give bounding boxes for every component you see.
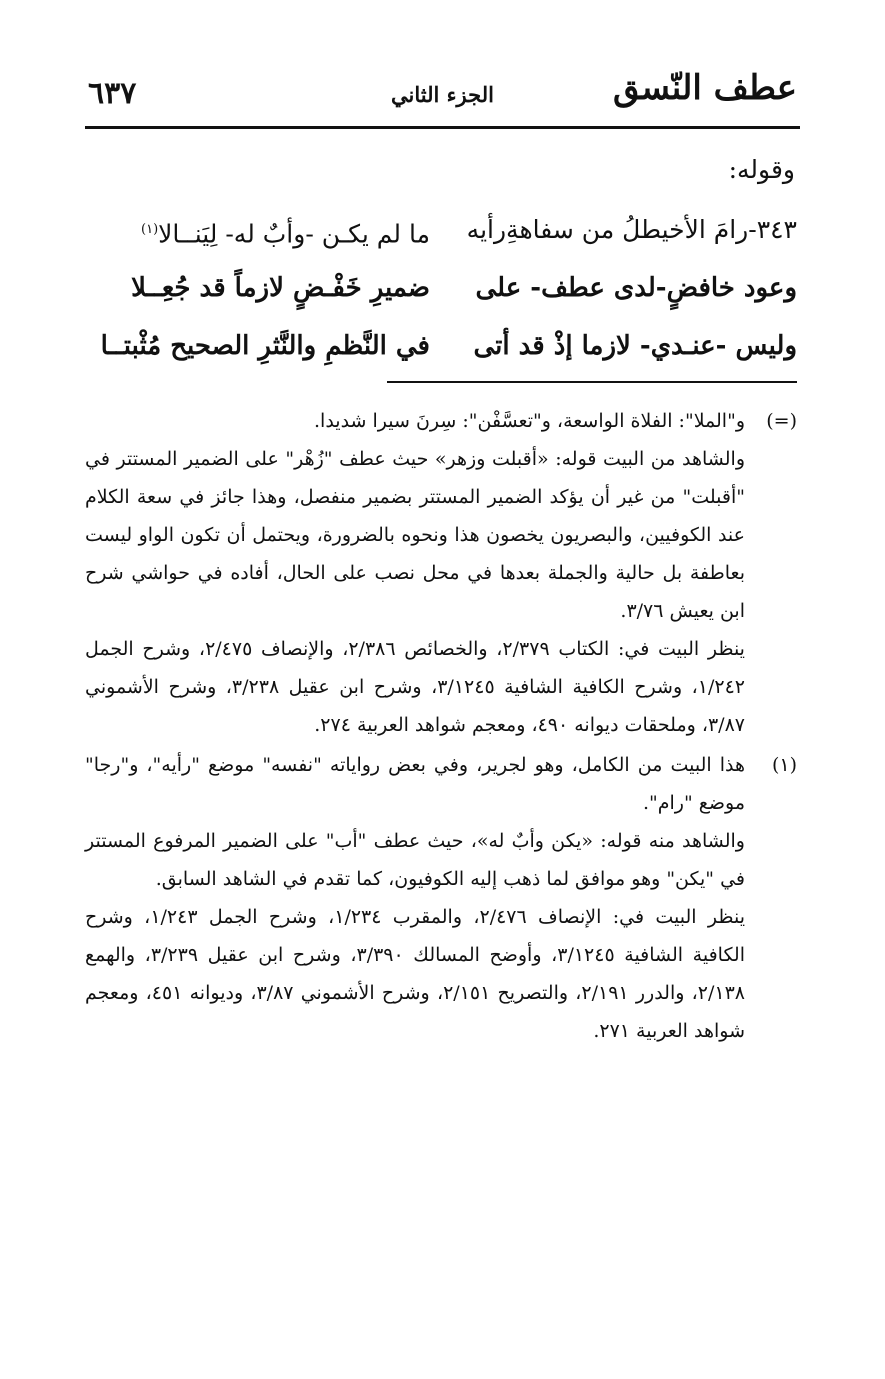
footnote [85,746,797,1050]
footnote-mark: (١) [771,754,797,776]
chapter-title: عطف النّسق [613,68,797,108]
running-header [88,62,797,122]
verse-first-hemistich: وليس -عنـدي- لازما إذْ قد أتى [473,331,797,361]
page-number: ٦٣٧ [88,76,137,111]
footnote-paragraph: ينظر البيت في: الكتاب ٢/٣٧٩، والخصائص ٢/٣٨٦، والإنصاف ٢/٤٧٥، وشرح الجمل ١/٢٤٢، وشرح الكافية الشافية ٣/١٢٤٥، وشرح ابن عقيل ٣/٢٣٨، وشرح الأشموني ٣/٨٧، وملحقات ديوانه ٤٩٠، ومعجم شواهد العربية ٢٧٤. [85,638,745,736]
verse-row [85,205,797,263]
verse-first-hemistich: وعود خافضٍ-لدى عطف- على [475,273,797,303]
footnote-paragraph: والشاهد من البيت قوله: «أقبلت وزهر» حيث عطف "زُهْر" على الضمير المستتر في "أقبلت" من غير أن يؤكد الضمير المستتر بضمير منفصل، وهذا جائز في سعة الكلام عند الكوفيين، والبصريون يخصون هذا ونحوه بالضرورة، ويحتمل أن تكون الواو ليست بعاطفة بل حالية والجملة بعدها في محل نصب على الحال، أفاده في حواشي شرح ابن يعيش ٣/٧٦. [85,448,746,622]
intro-text: وقوله: [728,155,795,184]
verse-second-hemistich [85,205,430,259]
verse-row [85,321,797,379]
part-title: الجزء الثاني [391,82,494,107]
footnote-reference: (١) [141,222,159,237]
verse-first-hemistich: ٣٤٣-رامَ الأخيطلُ من سفاهةِرأيه [466,215,797,244]
header-divider [85,126,800,129]
footnote [85,402,797,744]
footnote-divider [387,381,797,383]
footnote-paragraph: هذا البيت من الكامل، وهو لجرير، وفي بعض رواياته "نفسه" موضع "رأيه"، و"رجا" موضع "رام". [85,754,745,814]
footnote-paragraph: والشاهد منه قوله: «يكن وأبٌ له»، حيث عطف "أب" على الضمير المرفوع المستتر في "يكن" وهو موافق لما ذهب إليه الكوفيون، كما تقدم في الشاهد السابق. [85,830,745,890]
footnotes [85,402,797,1050]
footnote-paragraph: ينظر البيت في: الإنصاف ٢/٤٧٦، والمقرب ١/٢٣٤، وشرح الجمل ١/٢٤٣، وشرح الكافية الشافية ٣/١٢٤٥، وأوضح المسالك ٣/٣٩٠، وشرح ابن عقيل ٣/٢٣٩، والهمع ٢/١٣٨، والدرر ٢/١٩١، والتصريح ٢/١٥١، وشرح الأشموني ٣/٨٧، وديوانه ٤٥١، ومعجم شواهد العربية ٢٧١. [85,906,746,1042]
footnote-mark: (=) [766,410,797,432]
poem-verses [85,205,797,379]
verse-second-hemistich: ضميرِ خَفْـضٍ لازماً قد جُعِــلا [131,273,430,303]
verse-second-hemistich: في النَّظمِ والنَّثرِ الصحيح مُثْبتــا [100,331,430,361]
verse-second-text: ما لم يكـن -وأبٌ له- لِيَنــالا [158,219,430,249]
footnote-paragraph: و"الملا": الفلاة الواسعة، و"تعسَّفْن": سِرنَ سيرا شديدا. [314,410,745,432]
verse-row [85,263,797,321]
